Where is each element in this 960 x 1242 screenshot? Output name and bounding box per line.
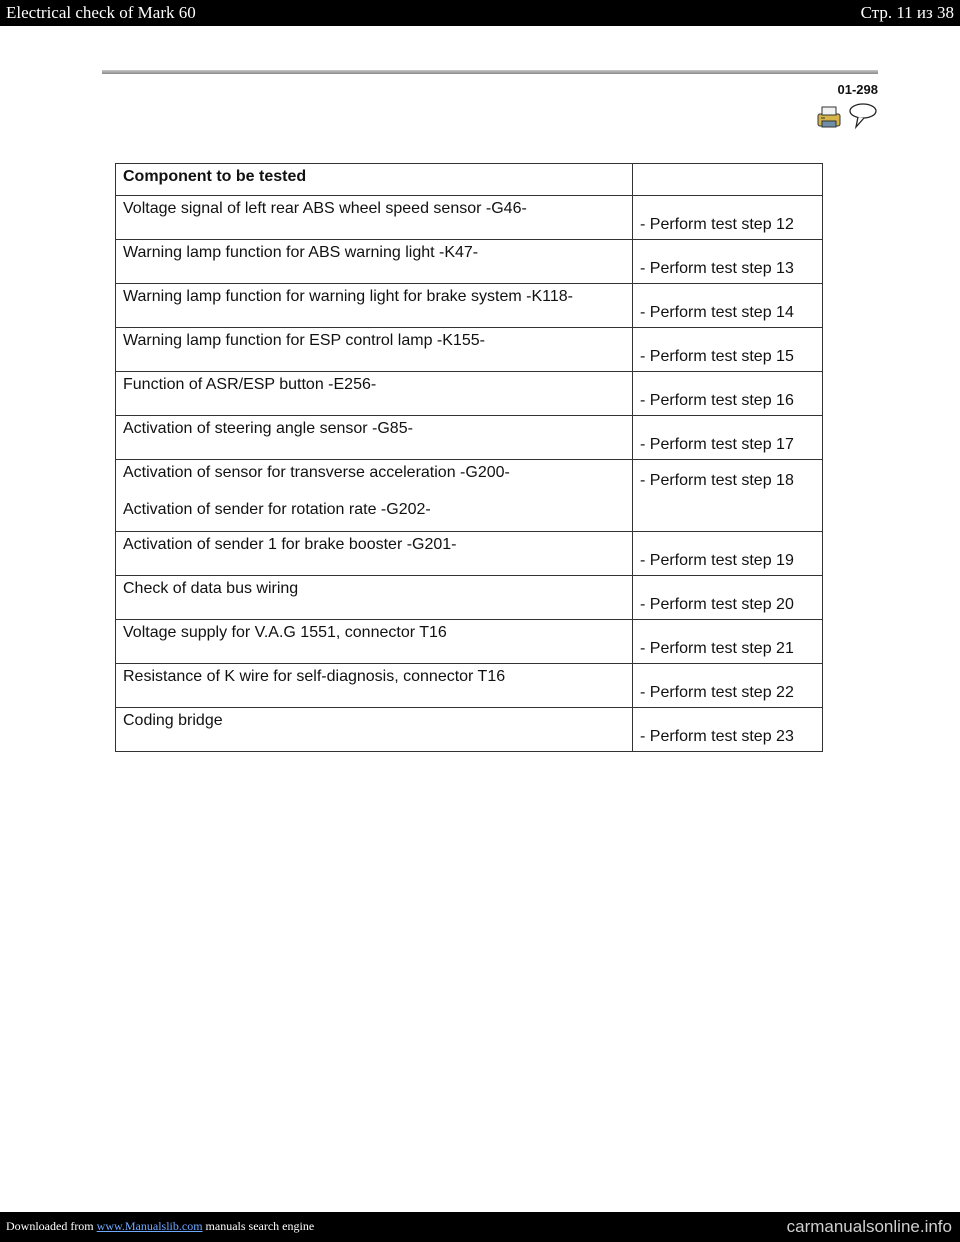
table-row	[116, 620, 823, 664]
document-number: 01-298	[837, 82, 878, 97]
page-indicator: Стр. 11 из 38	[860, 3, 954, 22]
component-cell: Warning lamp function for ESP control lamp -K155-	[116, 328, 633, 372]
test-step-link[interactable]: - Perform test step 19	[633, 532, 823, 576]
header-action	[633, 164, 823, 196]
table-row	[116, 328, 823, 372]
table-row	[116, 664, 823, 708]
download-note: Downloaded from www.Manualslib.com manuals search engine	[6, 1219, 315, 1233]
test-step-link[interactable]: - Perform test step 18	[633, 460, 823, 532]
component-line: Activation of sensor for transverse acceleration -G200-	[123, 464, 510, 481]
test-step-link[interactable]: - Perform test step 22	[633, 664, 823, 708]
header-rule	[102, 70, 878, 74]
component-cell	[116, 460, 633, 532]
table-row	[116, 416, 823, 460]
printer-icon[interactable]	[818, 107, 840, 127]
table-row	[116, 240, 823, 284]
watermark: carmanualsonline.info	[786, 1217, 952, 1236]
table-row	[116, 460, 823, 532]
table-row	[116, 372, 823, 416]
component-cell: Resistance of K wire for self-diagnosis, connector T16	[116, 664, 633, 708]
component-cell: Voltage supply for V.A.G 1551, connector T16	[116, 620, 633, 664]
table-header-row	[116, 164, 823, 196]
test-step-link[interactable]: - Perform test step 13	[633, 240, 823, 284]
table-row	[116, 576, 823, 620]
title-bar	[0, 0, 960, 26]
table-row	[116, 196, 823, 240]
component-cell: Activation of steering angle sensor -G85-	[116, 416, 633, 460]
component-line: Activation of sender for rotation rate -G202-	[123, 501, 431, 518]
window-title: Electrical check of Mark 60	[6, 3, 196, 22]
table-row	[116, 284, 823, 328]
table-row	[116, 708, 823, 752]
test-step-link[interactable]: - Perform test step 16	[633, 372, 823, 416]
table-row	[116, 532, 823, 576]
component-cell: Activation of sender 1 for brake booster -G201-	[116, 532, 633, 576]
test-step-link[interactable]: - Perform test step 14	[633, 284, 823, 328]
test-step-link[interactable]: - Perform test step 20	[633, 576, 823, 620]
component-test-table	[115, 163, 823, 752]
speech-bubble-icon[interactable]	[850, 104, 876, 127]
footer-bar	[0, 1212, 960, 1242]
component-cell: Voltage signal of left rear ABS wheel speed sensor -G46-	[116, 196, 633, 240]
test-step-link[interactable]: - Perform test step 21	[633, 620, 823, 664]
component-cell: Coding bridge	[116, 708, 633, 752]
component-cell: Warning lamp function for ABS warning light -K47-	[116, 240, 633, 284]
component-cell: Function of ASR/ESP button -E256-	[116, 372, 633, 416]
header-component: Component to be tested	[116, 164, 633, 196]
component-cell: Warning lamp function for warning light for brake system -K118-	[116, 284, 633, 328]
component-cell: Check of data bus wiring	[116, 576, 633, 620]
test-step-link[interactable]: - Perform test step 12	[633, 196, 823, 240]
test-step-link[interactable]: - Perform test step 23	[633, 708, 823, 752]
document-toolbar	[816, 103, 878, 131]
test-step-link[interactable]: - Perform test step 17	[633, 416, 823, 460]
test-step-link[interactable]: - Perform test step 15	[633, 328, 823, 372]
manualslib-link[interactable]: www.Manualslib.com	[96, 1219, 203, 1233]
